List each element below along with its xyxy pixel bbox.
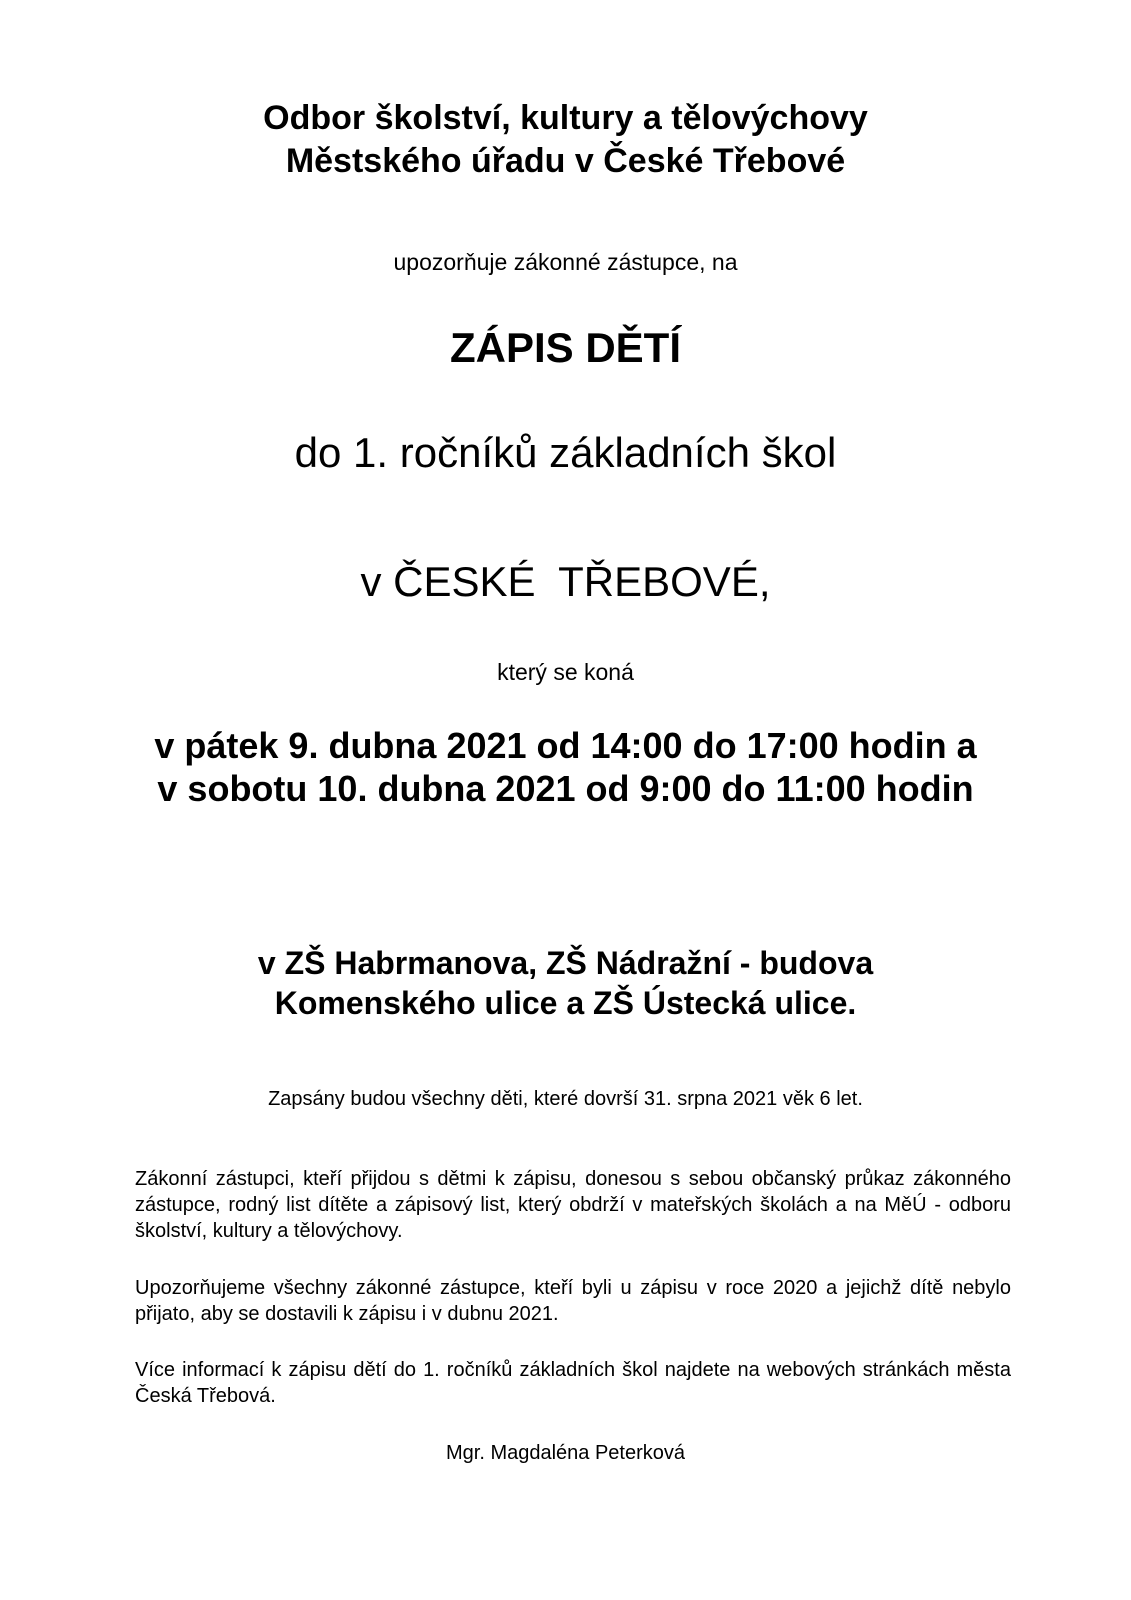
schools-line-1: v ZŠ Habrmanova, ZŠ Nádražní - budova <box>257 945 874 981</box>
page-title: ZÁPIS DĚTÍ <box>449 324 682 371</box>
heading-line-2: Městského úřadu v České Třebové <box>285 142 846 180</box>
grade-line: do 1. ročníků základních škol <box>294 429 837 476</box>
documents-paragraph: Zákonní zástupci, kteří přijdou s dětmi k zápisu, donesou s sebou občanský průkaz zákonného zástupce, rodný list dítěte a zápisový list, který obdrží v mateřských školách a na MěÚ - odboru školství, kultury a tělovýchovy. <box>135 1168 1011 1242</box>
reapply-paragraph: Upozorňujeme všechny zákonné zástupce, kteří byli u zápisu v roce 2020 a jejichž dítě nebylo přijato, aby se dostavili k zápisu i v dubnu 2021. <box>135 1277 1011 1325</box>
more-info-paragraph: Více informací k zápisu dětí do 1. ročníků základních škol najdete na webových stránkách města Česká Třebová. <box>135 1359 1011 1407</box>
signature: Mgr. Magdaléna Peterková <box>445 1442 686 1464</box>
held-line: který se koná <box>497 659 634 685</box>
schools-line-2: Komenského ulice a ZŠ Ústecká ulice. <box>274 985 857 1021</box>
school-locations <box>0 943 1131 1023</box>
city-line: v ČESKÉ TŘEBOVÉ, <box>360 558 771 605</box>
enrollment-dates: v pátek 9. dubna 2021 od 14:00 do 17:00 hodin a v sobotu 10. dubna 2021 od 9:00 do 11:00 hodin <box>154 725 977 809</box>
eligibility-note: Zapsány budou všechny děti, které dovrší 31. srpna 2021 věk 6 let. <box>268 1088 863 1110</box>
heading-line-1: Odbor školství, kultury a tělovýchovy <box>263 99 868 137</box>
issuing-office-heading <box>0 97 1131 183</box>
intro-text: upozorňuje zákonné zástupce, na <box>393 249 738 275</box>
